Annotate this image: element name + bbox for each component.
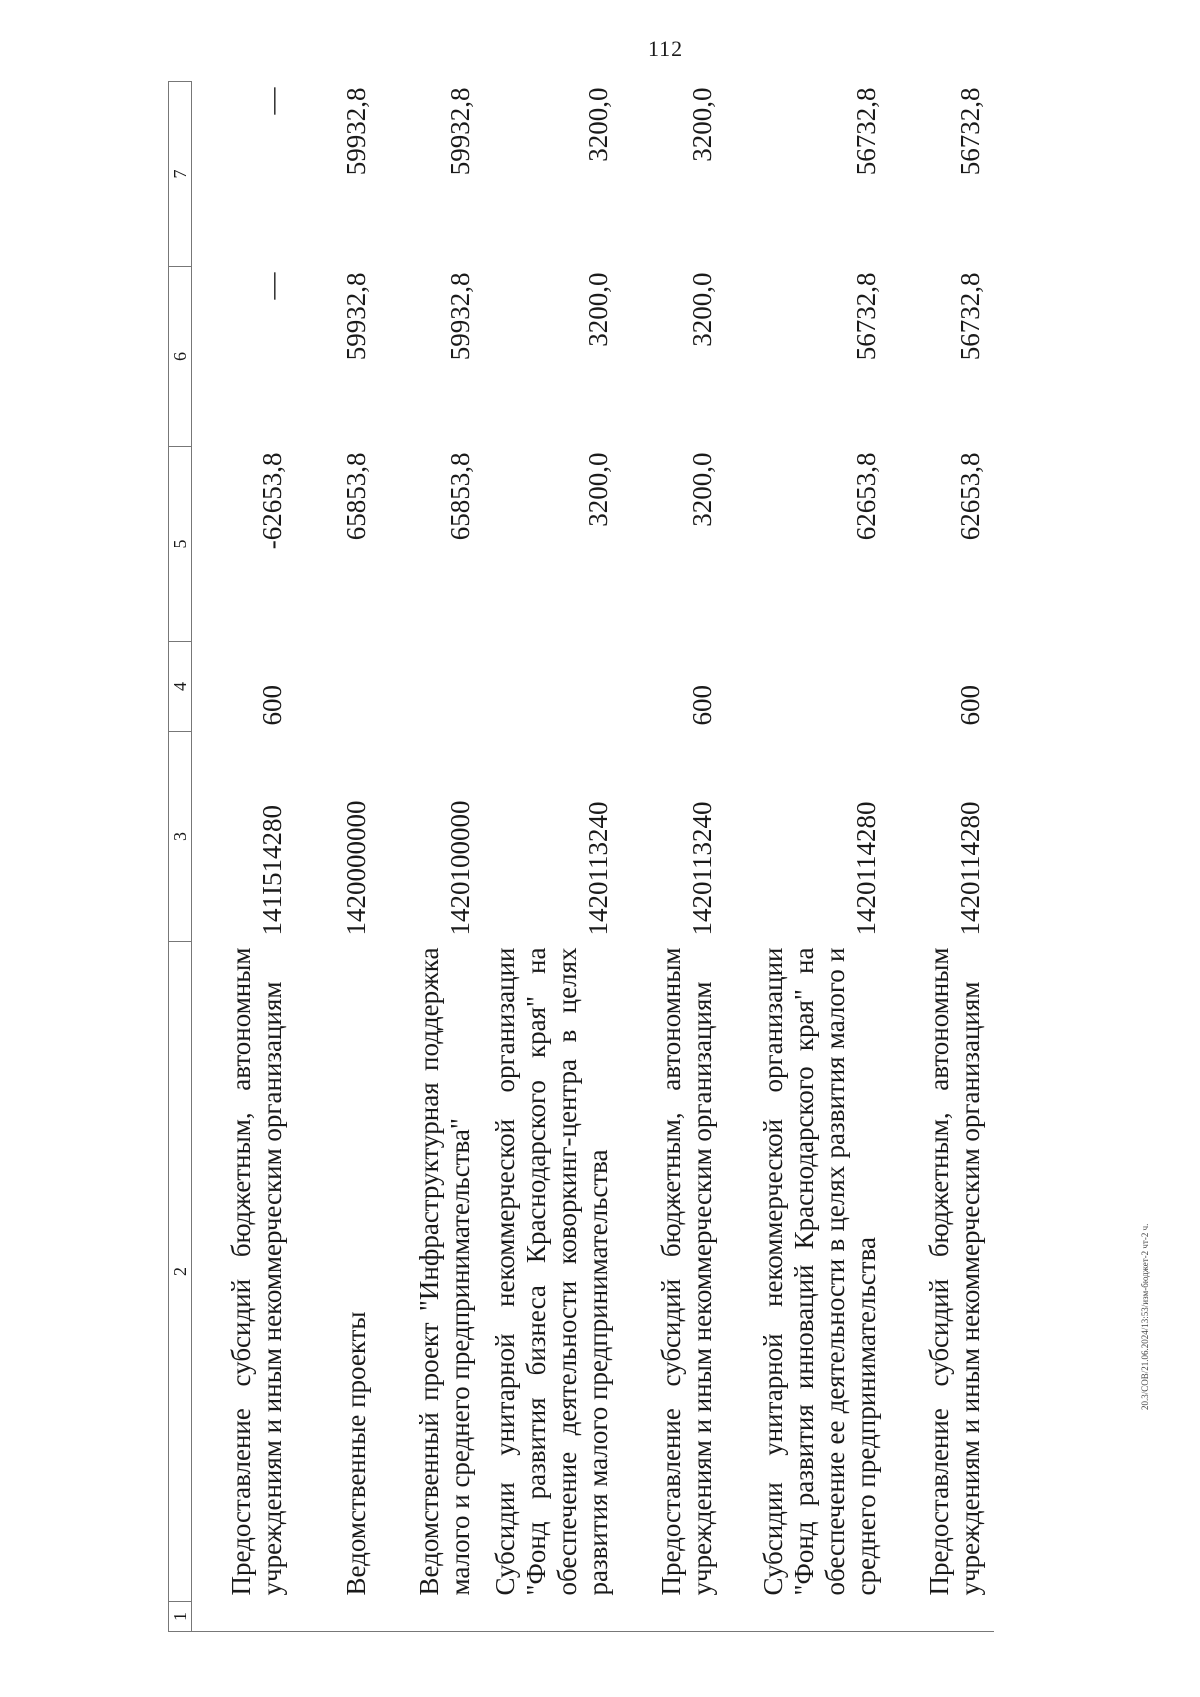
table-row [296, 82, 380, 1632]
row-kvr [726, 642, 890, 732]
row-name: Предоставление субсидий бюджетным, автономным учреждениям и иным некоммерческим организациям [924, 947, 985, 1596]
row-value-6: 3200,0 [687, 272, 717, 347]
row-kvr [296, 642, 380, 732]
row-value-6: 59932,8 [341, 272, 371, 361]
row-value-6: 59932,8 [445, 272, 475, 361]
row-name: Субсидии унитарной некоммерческой организации "Фонд развития инноваций Краснодарского края" на обеспечение ее деятельности в целях развития малого и среднего предпринимательства [758, 947, 881, 1596]
document-footer-code: 20.3/СОВ/21.06.2024/13:53/изм-бюджет-2 чт-2 ч. [1140, 1223, 1150, 1410]
row-value-5: 3200,0 [583, 452, 613, 527]
table-header-row [169, 82, 192, 1632]
row-code: 1420100000 [445, 800, 475, 936]
row-name: Ведомственные проекты [341, 1311, 371, 1596]
row-value-7: — [257, 87, 287, 115]
row-value-7: 56732,8 [851, 87, 881, 176]
row-number-cell [622, 1602, 726, 1632]
column-header-4: 4 [169, 642, 192, 732]
row-value-7: 56732,8 [955, 87, 985, 176]
row-value-7: 3200,0 [687, 87, 717, 162]
row-number-cell [192, 1602, 297, 1632]
row-number-cell [484, 1602, 622, 1632]
row-value-7: 59932,8 [341, 87, 371, 176]
row-value-7: 59932,8 [445, 87, 475, 176]
row-code: 1420114280 [851, 801, 881, 936]
row-value-6: — [257, 272, 287, 300]
page-number: 112 [648, 36, 684, 61]
column-header-3: 3 [169, 732, 192, 942]
row-name: Предоставление субсидий бюджетным, автономным учреждениям и иным некоммерческим организациям [656, 947, 717, 1596]
column-header-1: 1 [169, 1602, 192, 1632]
row-name: Ведомственный проект "Инфраструктурная поддержка малого и среднего предпринимательства" [414, 947, 475, 1596]
column-header-2: 2 [169, 942, 192, 1602]
row-name: Субсидии унитарной некоммерческой организации "Фонд развития бизнеса Краснодарского края" на обеспечение деятельности коворкинг-центра в целях развития малого предпринимательства [490, 947, 613, 1596]
row-kvr [380, 642, 484, 732]
row-value-5: 62653,8 [955, 452, 985, 541]
row-number-cell [296, 1602, 380, 1632]
row-code: 1420000000 [341, 800, 371, 936]
row-number-cell [726, 1602, 890, 1632]
row-value-7: 3200,0 [583, 87, 613, 162]
table-row [380, 82, 484, 1632]
row-value-6: 56732,8 [851, 272, 881, 361]
row-kvr: 600 [687, 685, 717, 726]
row-kvr: 600 [257, 685, 287, 726]
column-header-5: 5 [169, 447, 192, 642]
table-row [192, 82, 297, 1632]
row-value-5: 3200,0 [687, 452, 717, 527]
table-row [726, 82, 890, 1632]
row-code: 1420113240 [583, 801, 613, 936]
table-row [484, 82, 622, 1632]
column-header-7: 7 [169, 82, 192, 267]
budget-table-rotated [168, 82, 985, 1632]
column-header-6: 6 [169, 267, 192, 447]
row-code: 1420114280 [955, 801, 985, 936]
row-kvr: 600 [955, 685, 985, 726]
row-value-5: 65853,8 [445, 452, 475, 541]
budget-table [168, 81, 994, 1632]
row-number-cell [380, 1602, 484, 1632]
row-code: 1420113240 [687, 801, 717, 936]
row-name: Предоставление субсидий бюджетным, автономным учреждениям и иным некоммерческим организациям [226, 947, 287, 1596]
row-kvr [484, 642, 622, 732]
row-value-5: -62653,8 [257, 452, 287, 550]
row-number-cell [890, 1602, 994, 1632]
table-row [890, 82, 994, 1632]
table-row [622, 82, 726, 1632]
row-code: 141I514280 [257, 805, 287, 936]
row-value-6: 56732,8 [955, 272, 985, 361]
row-value-5: 62653,8 [851, 452, 881, 541]
row-value-6: 3200,0 [583, 272, 613, 347]
row-value-5: 65853,8 [341, 452, 371, 541]
